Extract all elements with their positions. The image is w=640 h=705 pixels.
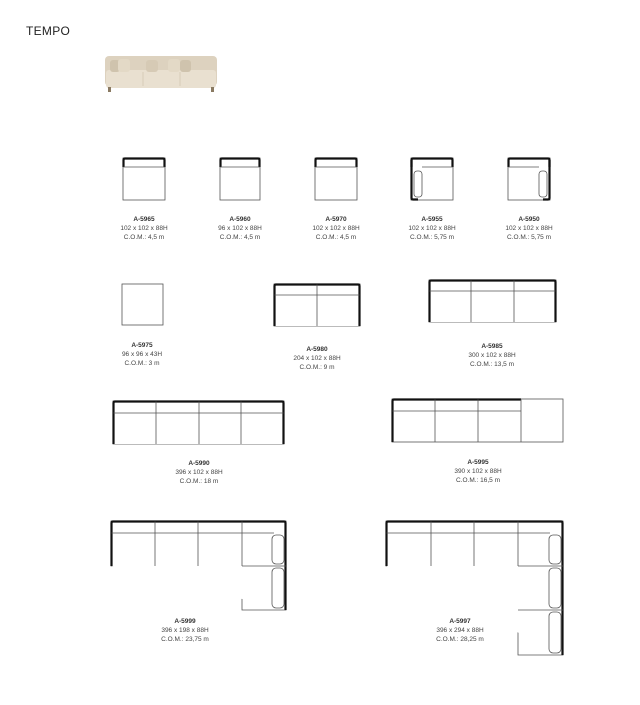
module-drawing [112,400,285,445]
product-com: C.O.M.: 4,5 m [315,234,357,241]
product-code: A-5980 [306,346,328,353]
product-code: A-5955 [421,216,443,223]
product-code: A-5999 [174,618,196,625]
module-a5990 [112,400,285,445]
module-drawing [428,279,557,323]
module-drawing [391,398,564,443]
module-drawing [410,157,454,201]
product-dimensions: 102 x 102 x 88H [505,225,553,232]
product-code: A-5970 [325,216,347,223]
module-a5995 [391,398,564,443]
product-code: A-5960 [229,216,251,223]
product-dimensions: 102 x 102 x 88H [408,225,456,232]
caption-a5975 [82,341,202,368]
product-code: A-5997 [449,618,471,625]
product-code: A-5950 [518,216,540,223]
module-drawing [273,283,361,327]
product-dimensions: 96 x 102 x 88H [218,225,262,232]
product-code: A-5975 [131,342,153,349]
product-com: C.O.M.: 4,5 m [123,234,165,241]
module-a5980 [273,283,361,327]
product-dimensions: 102 x 102 x 88H [312,225,360,232]
module-drawing [121,283,164,326]
product-code: A-5995 [467,459,489,466]
product-com: C.O.M.: 5,75 m [409,234,455,241]
product-code: A-5965 [133,216,155,223]
module-a5955 [410,157,454,201]
module-a5975-ottoman [121,283,164,326]
product-dimensions: 390 x 102 x 88H [454,468,502,475]
caption-a5990 [139,459,259,486]
product-com: C.O.M.: 28,25 m [436,636,484,643]
product-code: A-5990 [188,460,210,467]
module-a5965 [122,157,166,201]
module-a5970 [314,157,358,201]
product-com: C.O.M.: 4,5 m [219,234,261,241]
module-a5950 [507,157,551,201]
product-com: C.O.M.: 3 m [124,360,160,367]
caption-a5950 [469,215,589,242]
product-dimensions: 96 x 96 x 43H [121,351,163,358]
module-drawing [122,157,166,201]
product-com: C.O.M.: 13,5 m [469,361,515,368]
caption-a5995 [418,458,538,485]
product-dimensions: 204 x 102 x 88H [293,355,341,362]
module-a5999 [110,520,287,611]
collection-title: TEMPO [26,24,71,38]
module-drawing [314,157,358,201]
caption-a5997 [400,617,520,644]
product-com: C.O.M.: 23,75 m [161,636,209,643]
module-drawing [219,157,261,201]
product-dimensions: 396 x 198 x 88H [161,627,209,634]
product-dimensions: 102 x 102 x 88H [120,225,168,232]
module-a5985 [428,279,557,323]
caption-a5980 [257,345,377,372]
module-drawing [110,520,287,611]
product-dimensions: 396 x 294 x 88H [436,627,484,634]
product-com: C.O.M.: 5,75 m [506,234,552,241]
sofa-photo [104,52,218,94]
caption-a5985 [432,342,552,369]
module-drawing [507,157,551,201]
product-com: C.O.M.: 18 m [179,478,219,485]
product-com: C.O.M.: 16,5 m [455,477,501,484]
product-dimensions: 300 x 102 x 88H [468,352,516,359]
product-code: A-5985 [481,343,503,350]
product-dimensions: 396 x 102 x 88H [175,469,223,476]
caption-a5999 [125,617,245,644]
module-a5960 [219,157,261,201]
product-com: C.O.M.: 9 m [299,364,335,371]
